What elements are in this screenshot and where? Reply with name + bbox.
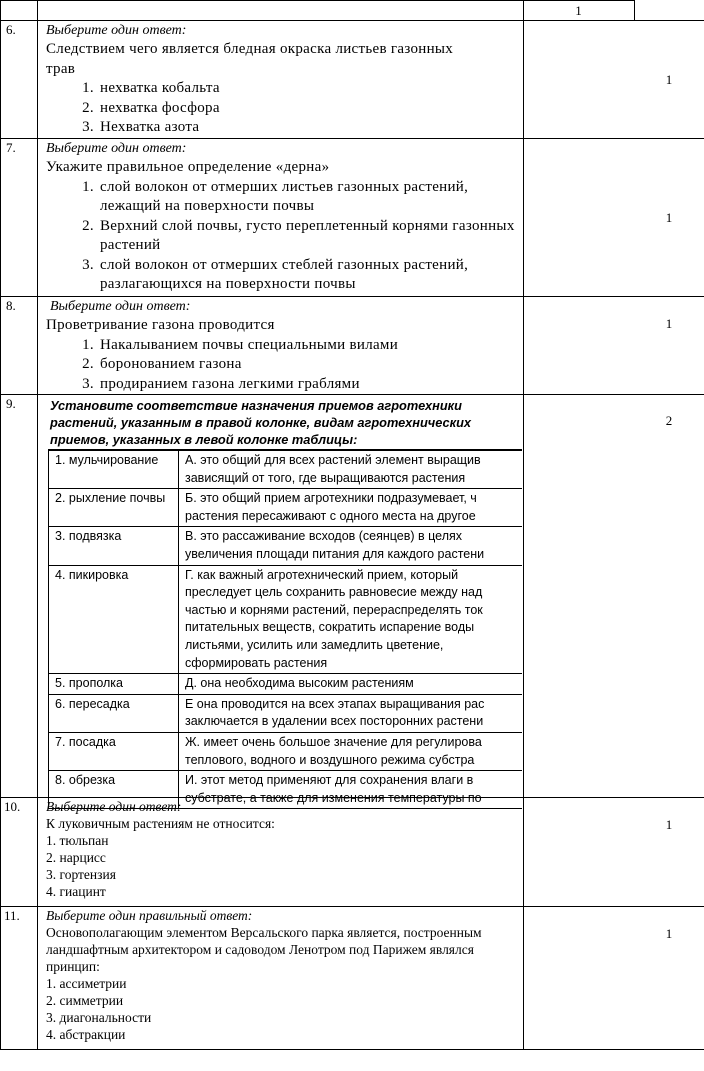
matching-row: [49, 674, 523, 695]
matching-right-line: растения пересаживают с одного места на другое: [185, 508, 476, 523]
question-number: 7.: [6, 140, 16, 155]
answer-option[interactable]: 2. нарцисс: [46, 850, 106, 865]
matching-right-line: частью и корнями растений, перераспределять ток: [185, 602, 483, 617]
answer-option[interactable]: 4. гиацинт: [46, 884, 106, 899]
matching-right-line: листьями, усилить или замедлить цветение,: [185, 637, 444, 652]
matching-row: [49, 565, 523, 674]
matching-right-line: Ж. имеет очень большое значение для регулирова: [185, 734, 482, 749]
answer-option[interactable]: 2. нехватка фосфора: [98, 99, 522, 119]
answer-options: [46, 832, 522, 900]
matching-right-line: Б. это общий прием агротехники подразумевает, ч: [185, 491, 477, 506]
matching-row: [49, 527, 523, 565]
question-content: [46, 297, 522, 394]
matching-right-line: Е она проводится на всех этапах выращивания рас: [185, 696, 485, 711]
matching-table: [48, 449, 522, 809]
matching-left-cell: 3. подвязка: [49, 527, 179, 565]
question-text: Проветривание газона проводится: [46, 317, 275, 333]
question-content: [46, 139, 522, 295]
answer-option[interactable]: 1. слой волокон от отмерших листьев газонных растений, лежащий на поверхности почвы: [98, 178, 518, 217]
question-instruction: Выберите один ответ:: [50, 299, 191, 314]
question-instruction: Установите соответствие назначения приемов агротехники растений, указанным в правой колонке, видам агротехнических приемов, указанных в левой колонке таблицы:: [50, 398, 472, 447]
matching-right-cell: [179, 565, 523, 674]
answer-options: [46, 79, 522, 138]
matching-row: [49, 451, 523, 489]
matching-right-cell: [179, 527, 523, 565]
question-number: 8.: [6, 298, 16, 313]
grid-line: [634, 0, 635, 20]
answer-option[interactable]: 3. диагональности: [46, 1010, 152, 1025]
question-text: Укажите правильное определение «дерна»: [46, 159, 330, 175]
question-score: 1: [665, 817, 673, 832]
question-instruction: Выберите один ответ:: [46, 141, 187, 156]
matching-left-cell: 8. обрезка: [49, 771, 179, 809]
question-instruction: Выберите один ответ:: [46, 23, 187, 38]
answer-option[interactable]: 3. гортензия: [46, 867, 116, 882]
question-number: 11.: [4, 908, 20, 923]
answer-options: [46, 336, 522, 395]
answer-option[interactable]: 2. симметрии: [46, 993, 124, 1008]
question-instruction: Выберите один ответ:: [46, 799, 182, 814]
question-score: 1: [665, 926, 673, 941]
matching-right-line: заключается в удалении всех посторонних растени: [185, 714, 484, 729]
answer-option[interactable]: 1. нехватка кобальта: [98, 79, 522, 99]
answer-option[interactable]: 1. Накалыванием почвы специальными вилами: [98, 336, 522, 356]
answer-option[interactable]: 1. тюльпан: [46, 833, 109, 848]
matching-right-line: И. этот метод применяют для сохранения влаги в: [185, 773, 474, 788]
matching-right-line: преследует цель сохранить равновесие между над: [185, 585, 483, 600]
matching-right-line: субстрате, а также для изменения температуры по: [185, 790, 482, 805]
matching-left-cell: 2. рыхление почвы: [49, 489, 179, 527]
question-number: 9.: [6, 396, 16, 411]
matching-row: [49, 489, 523, 527]
matching-right-cell: [179, 694, 523, 732]
matching-left-cell: 1. мульчирование: [49, 451, 179, 489]
answer-options: [46, 975, 506, 1043]
question-number: 10.: [4, 799, 21, 814]
header-score: 1: [575, 3, 582, 18]
answer-options: [46, 178, 518, 295]
question-content: [46, 21, 522, 138]
matching-left-cell: 4. пикировка: [49, 565, 179, 674]
grid-line: [37, 0, 38, 1050]
answer-option[interactable]: 3. продиранием газона легкими граблями: [98, 375, 522, 395]
matching-right-line: увеличения площади питания для каждого растени: [185, 546, 485, 561]
matching-right-line: питательных веществ, сократить испарение воды: [185, 620, 475, 635]
grid-line: [0, 1049, 704, 1050]
matching-right-line: теплового, водного и воздушного режима субстра: [185, 752, 475, 767]
question-text: Следствием чего является бледная окраска листьев газонных трав: [46, 41, 454, 77]
matching-right-line: Г. как важный агротехнический прием, который: [185, 567, 459, 582]
grid-line: [0, 0, 1, 1050]
matching-right-cell: [179, 489, 523, 527]
matching-right-line: Д. она необходима высоким растениям: [185, 676, 414, 691]
matching-row: [49, 732, 523, 770]
question-text: К луковичным растениям не относится:: [46, 816, 275, 831]
answer-option[interactable]: 4. абстракции: [46, 1027, 126, 1042]
matching-right-cell: [179, 674, 523, 695]
matching-right-cell: [179, 732, 523, 770]
answer-option[interactable]: 2. боронованием газона: [98, 355, 522, 375]
matching-right-line: А. это общий для всех растений элемент выращив: [185, 453, 481, 467]
question-instruction: Выберите один правильный ответ:: [46, 908, 253, 923]
matching-left-cell: 5. прополка: [49, 674, 179, 695]
question-score: 1: [665, 72, 673, 87]
matching-row: [49, 694, 523, 732]
question-score: 1: [665, 210, 673, 225]
matching-left-cell: 7. посадка: [49, 732, 179, 770]
question-score: 1: [665, 316, 673, 331]
grid-line: [523, 0, 524, 1050]
question-score: 2: [665, 413, 673, 428]
matching-left-cell: 6. пересадка: [49, 694, 179, 732]
matching-right-cell: [179, 451, 523, 489]
answer-option[interactable]: 1. ассиметрии: [46, 976, 127, 991]
matching-right-line: В. это рассаживание всходов (сеянцев) в целях: [185, 529, 463, 544]
question-text: Основополагающим элементом Версальского парка является, построенным ландшафтным архитектором и садоводом Ленотром под Парижем являлся принцип:: [46, 925, 482, 974]
question-content: [46, 907, 506, 1043]
matching-right-line: зависящий от того, где выращиваются растения: [185, 470, 466, 485]
question-content: [46, 798, 522, 900]
matching-right-line: сформировать растения: [185, 655, 328, 670]
answer-option[interactable]: 3. слой волокон от отмерших стеблей газонных растений, разлагающихся на поверхности почвы: [98, 256, 518, 295]
answer-option[interactable]: 2. Верхний слой почвы, густо переплетенный корнями газонных растений: [98, 217, 518, 256]
grid-line: [0, 0, 634, 1]
question-number: 6.: [6, 22, 16, 37]
answer-option[interactable]: 3. Нехватка азота: [98, 118, 522, 138]
grid-line: [0, 394, 704, 395]
